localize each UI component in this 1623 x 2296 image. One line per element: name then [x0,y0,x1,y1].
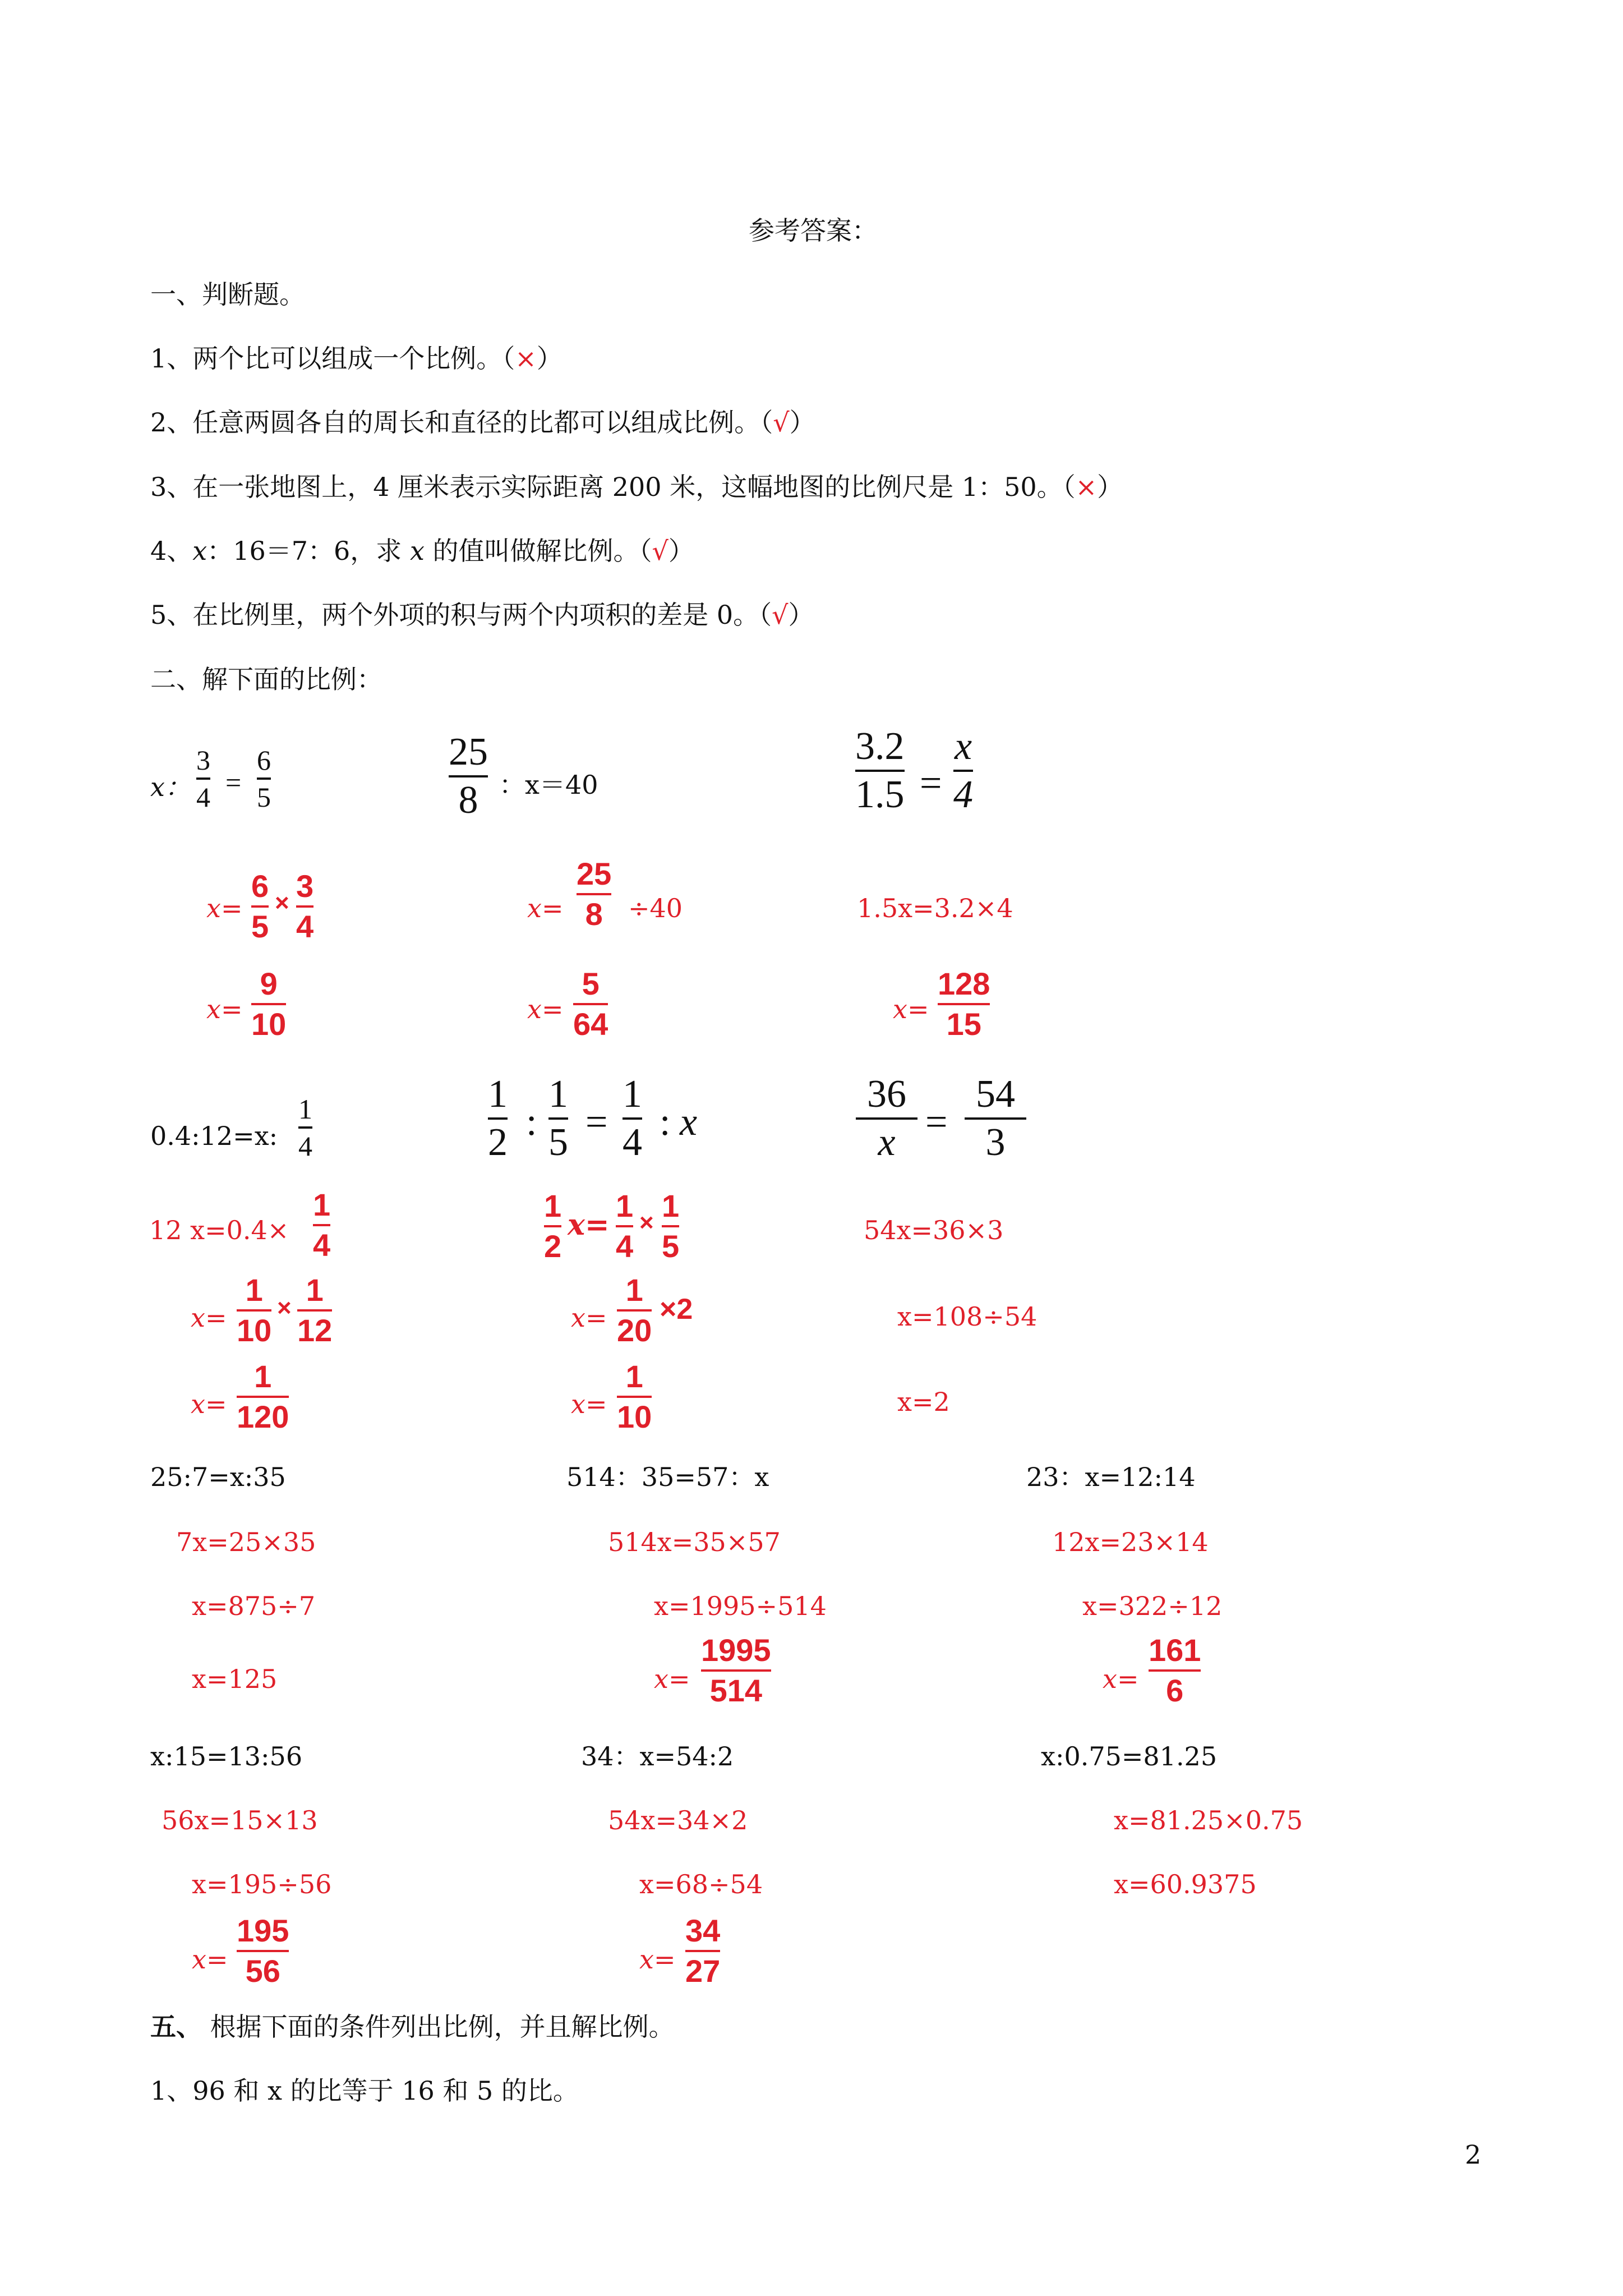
judge-item-4: 4、x：16＝7：6，求 x 的值叫做解比例。（√） [150,536,694,566]
p4-step2-frac2: 1 12 [297,1272,333,1348]
wrong-mark-icon: × [515,343,537,374]
judge-item-2: 2、任意两圆各自的周长和直径的比都可以组成比例。（√） [150,407,815,438]
p8-step3-lead: x= [654,1664,690,1694]
p5-step3-lead: x= [571,1389,607,1419]
p7-question: 25:7=x:35 [150,1462,286,1492]
section1-heading: 一、判断题。 [150,279,305,310]
p2-rest: ：x＝40 [499,770,598,800]
p8-question: 514：35=57：x [566,1462,769,1492]
p5-fraction-3: 1 4 [623,1073,642,1164]
p9-step1: 12x=23×14 [1052,1527,1209,1557]
p6-fraction-2: 54 3 [965,1075,1026,1162]
p7-step2: x=875÷7 [192,1591,316,1621]
p1-fraction-a: 3 4 [196,744,210,813]
p7-step3: x=125 [192,1664,278,1694]
p10-step3-frac: 195 56 [237,1913,289,1989]
p5-step1-frac3: 1 5 [662,1188,680,1264]
p2-step1-frac: 25 8 [577,856,612,932]
p1-step1-times: × [275,889,289,917]
p5-step2-rest: ×2 [660,1293,693,1326]
page-title: 参考答案： [749,215,878,246]
p11-step2: x=68÷54 [639,1869,763,1899]
p5-equals: = [585,1101,608,1144]
p6-step1: 54x=36×3 [864,1215,1004,1245]
p4-step2-lead: x= [191,1303,227,1333]
p1-step1-frac1: 6 5 [251,868,269,944]
p4-lead: 0.4:12=x: [150,1121,278,1151]
p4-fraction: 1 4 [298,1093,312,1162]
p5-fraction-1: 1 2 [488,1073,508,1164]
p5-fraction-2: 1 5 [548,1073,568,1164]
p11-question: 34：x=54:2 [581,1741,734,1772]
p5-step3-frac: 1 10 [617,1359,652,1434]
p5-step1-frac1: 1 2 [544,1188,562,1264]
judge-item-1: 1、两个比可以组成一个比例。（×） [150,343,562,374]
p4-step2-times: × [277,1294,292,1322]
p1-step2-frac: 9 10 [251,966,287,1042]
p2-fraction: 25 8 [449,730,488,822]
p1-equals: = [225,767,242,798]
p2-step1-rest: ÷40 [628,893,683,923]
p3-equals: = [920,762,942,805]
p6-step2: x=108÷54 [897,1301,1038,1332]
p4-step1-lead: 12 x=0.4× [149,1215,289,1245]
judge-item-5: 5、在比例里，两个外项的积与两个内项积的差是 0。（√） [150,600,814,630]
p5-step2-lead: x= [571,1303,607,1333]
p6-step3: x=2 [897,1387,950,1417]
p8-step3-frac: 1995 514 [701,1632,771,1708]
p8-step2: x=1995÷514 [654,1591,827,1621]
p12-question: x:0.75=81.25 [1041,1741,1218,1772]
p12-step1: x=81.25×0.75 [1114,1805,1303,1835]
p5-step2-frac: 1 20 [617,1272,652,1348]
p1-step2-lead: x= [206,994,243,1024]
p2-step2-frac: 5 64 [573,966,608,1042]
wrong-mark-icon: × [1075,472,1098,502]
p11-step3-frac: 34 27 [685,1913,721,1989]
judge-item-3: 3、在一张地图上，4 厘米表示实际距离 200 米，这幅地图的比例尺是 1：50。（×） [150,472,1123,502]
check-mark-icon: √ [772,600,789,630]
p11-step1: 54x=34×2 [608,1805,748,1835]
p10-question: x:15=13:56 [150,1741,303,1772]
p4-step1-frac: 1 4 [313,1187,331,1263]
p5-x: x [680,1101,698,1144]
p1-fraction-b: 6 5 [257,744,271,813]
p7-step1: 7x=25×35 [176,1527,316,1557]
p12-step2: x=60.9375 [1114,1869,1257,1899]
p2-step1-lead: x= [527,893,564,923]
p10-step2: x=195÷56 [192,1869,332,1899]
p9-step3-lead: x= [1103,1664,1139,1694]
p5-step1-times: × [639,1209,654,1236]
check-mark-icon: √ [773,407,790,438]
p4-step3-frac: 1 120 [237,1359,289,1434]
p4-step3-lead: x= [191,1389,227,1419]
section5-heading: 五、 根据下面的条件列出比例，并且解比例。 [150,2012,675,2042]
p1-step1-frac2: 3 4 [296,868,314,944]
page-number: 2 [1465,2139,1482,2170]
p11-step3-lead: x= [639,1944,676,1975]
p8-step1: 514x=35×57 [608,1527,781,1557]
p6-fraction-1: 36 x [856,1075,917,1162]
section2-heading: 二、解下面的比例： [150,664,382,694]
section5-item-1: 1、96 和 x 的比等于 16 和 5 的比。 [150,2076,579,2106]
p2-step2-lead: x= [527,994,564,1024]
p4-step2-frac1: 1 10 [237,1272,272,1348]
p5-step1-mid: x= [568,1208,610,1242]
p3-step2-frac: 128 15 [938,966,990,1042]
p1-lead: x： [150,772,191,802]
p1-step1-lead: x= [206,893,243,923]
p6-equals: = [925,1101,948,1144]
p3-step1: 1.5x=3.2×4 [857,893,1013,923]
p3-step2-lead: x= [893,994,929,1024]
p5-colon-1: : [526,1101,537,1144]
p9-question: 23：x=12:14 [1026,1462,1196,1492]
p3-fraction-a: 3.2 1.5 [855,725,905,816]
p3-fraction-b: x 4 [953,725,973,816]
p9-step3-frac: 161 6 [1149,1632,1201,1708]
p9-step2: x=322÷12 [1082,1591,1223,1621]
p5-step1-frac2: 1 4 [616,1188,634,1264]
p10-step1: 56x=15×13 [162,1805,318,1835]
p5-colon-2: : [660,1101,671,1144]
check-mark-icon: √ [652,536,668,566]
p10-step3-lead: x= [192,1944,228,1975]
